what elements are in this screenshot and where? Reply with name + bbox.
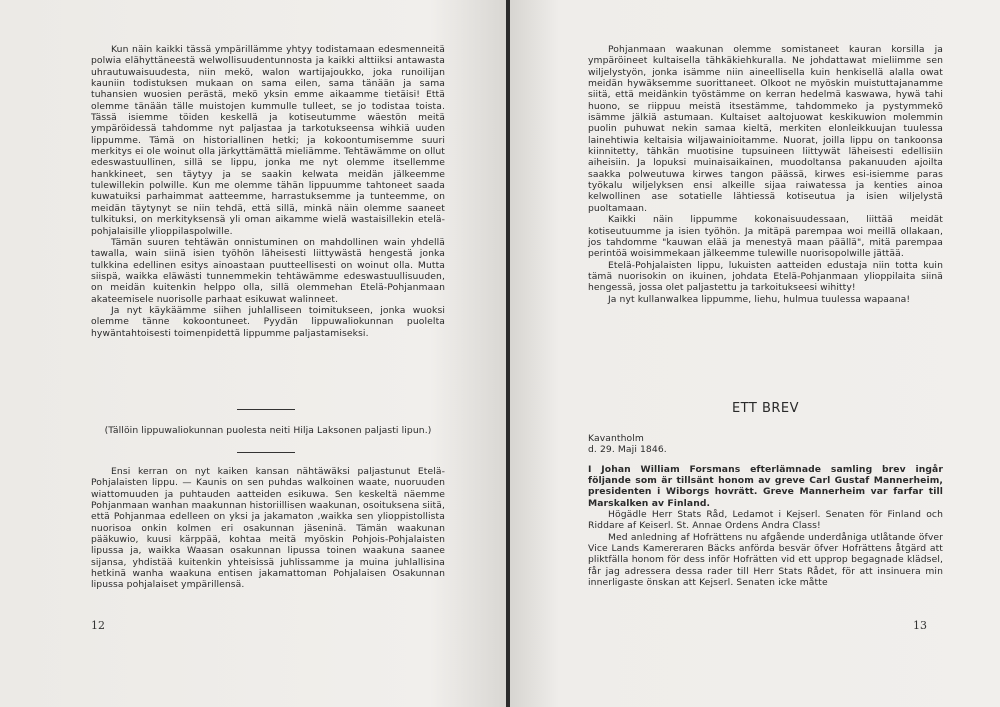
- left-page-body: [91, 44, 445, 339]
- page-number: 13: [913, 619, 927, 632]
- letter-place: Kavantholm: [588, 433, 644, 444]
- paragraph: Med anledning af Hofrättens nu afgående underdåniga utlåtande öfver Vice Lands Kamereraren Bäcks anförda besvär öfver Hofrättens åtgärd att pliktfälla honom för dess inför Hofrätten vid ett upprop begagnade klädsel, får jag adressera dessa rader till Herr Stats Rådet, för att insinuera min innerligaste önskan att Kejserl. Senaten icke måtte: [588, 531, 943, 589]
- separator-rule: [237, 452, 295, 453]
- paragraph: Ensi kerran on nyt kaiken kansan nähtäwäksi paljastunut Etelä-Pohjalaisten lippu. — Kaunis on sen puhdas walkoinen waate, nuoruuden wiattomuuden ja puhtauden aatteiden esikuwa. Sen keskeltä näemme Pohjanmaan wanhan maakunnan historiillisen waakunan, osoituksena siitä, että Pohjanmaa edelleen on yksi ja jakamaton ,waikka sen ylioppistollista nuorisoa onkin kolmen eri osakunnan jäseninä. Tämän waakunan pääkuwio, kuusi kärppää, kohtaa meitä myöskin Pohjois-Pohjalaisten lipussa ja, waikka Waasan osakunnan lipussa toinen waakuna saanee sijansa, yhdistää kuitenkin yhteisissä juhlissamme ja muina juhlallisina hetkinä wanha waakuna entisen jakamattoman Pohjalaisen Osakunnan lipussa pohjalaiset ympärillensä.: [91, 466, 446, 591]
- paragraph: Högädle Herr Stats Råd, Ledamot i Kejserl. Senaten för Finland och Riddare af Keiserl. St. Annae Ordens Andra Class!: [588, 509, 943, 532]
- paragraph: Ja nyt käykäämme siihen juhlalliseen toimitukseen, jonka wuoksi olemme tänne kokoontuneet. Pyydän lippuwaliokunnan puolelta hywäntahtoisesti toimenpidettä lippumme paljastamiseksi.: [91, 304, 445, 339]
- right-page: [510, 0, 1000, 707]
- separator-rule: [237, 409, 295, 410]
- stage-note: (Tällöin lippuwaliokunnan puolesta neiti Hilja Laksonen paljasti lipun.): [104, 425, 432, 436]
- stage-note-block: [91, 425, 445, 436]
- left-page-body-lower: [91, 466, 445, 591]
- paragraph: Pohjanmaan waakunan olemme somistaneet kauran korsilla ja ympäröineet kultaisella tähkäkiehkuralla. Ne johdattawat mieliimme sen wiljelystyön, jonka isämme niin aineellisella kuin henkisellä alalla owat meidän hywäksemme suorittaneet. Olkoot ne myöskin muistuttajanamme siitä, että meidänkin työstämme on kerran hedelmä kaswawa, hywä tahi huono, se riippuu meistä itsestämme, tahdommeko ja pystymmekö isämme jälkiä astumaan. Kultaiset aaltojuowat keskikuwion molemmin puolin puhuwat nekin samaa kieltä, merkiten elonleikkuujan tuulessa lainehtiwia keltaisia wiljawainioitamme. Nuorat, joilla lippu on tankoonsa kiinnitetty, tähkän muotisine tupsuineen liittywät läheisesti edellisiin aiheisiin. Ja lopuksi muinaisaikainen, muodoltansa pakanuuden ajoilta saakka polweutuwa kirwes tangon päässä, kirwes esi-isiemme paras työkalu wiljelyksen ensi alkeille sijaa raiwatessa ja kenties ainoa kelwollinen ase sotatielle lähtiessä kotiseutua ja isien wiljelystä puoltamaan.: [588, 44, 943, 214]
- right-page-body: [588, 44, 943, 305]
- editorial-intro: I Johan William Forsmans efterlämnade samling brev ingår följande som är tillsänt honom av greve Carl Gustaf Mannerheim, presidenten i Wiborgs hovrätt. Greve Mannerheim var farfar till Marskalken av Finland.: [588, 463, 943, 509]
- paragraph: Kun näin kaikki tässä ympärillämme yhtyy todistamaan edesmenneitä polwia elähyttäneestä welwollisuudentunnosta ja kaikki alttiiksi antawasta uhrautuwaisuudesta, niin mekö, walon wartijajoukko, joka runoilijan kauniin todistuksen mukaan on sama eilen, sama tänään ja sama tuhansien wuosien perästä, mekö yksin emme aikaamme tietäisi! Että olemme tänään tälle muistojen kummulle tulleet, se jo todistaa toista. Tässä isiemme töiden keskellä ja kotiseutumme wäestön meitä ympäröidessä tahdomme nyt paljastaa ja tarkotukseensa wihkiä uuden lippumme. Tämä on historiallinen hetki; ja kokoontumisemme suuri merkitys ei ole woinut olla järkyttämättä mieliämme. Tehtäwämme on ollut edeswastuullinen, sillä se lippu, jonka me nyt olemme itsellemme hankkineet, sen täytyy ja se saakin kelwata meidän jälkeemme tulewillekin polwille. Kun me olemme tähän lippuumme tahtoneet saada kuwatuiksi parhaimmat aatteemme, harrastuksemme ja tunteemme, on meidän täytynyt se niin tehdä, että sillä, minkä näin olemme saaneet tulkituksi, on merkityksensä yli oman aikamme wielä wastaisillekin etelä-pohjalaisille ylioppilaspolwille.: [91, 44, 445, 237]
- letter-block: [588, 433, 943, 588]
- section-title-block: [588, 403, 943, 414]
- paragraph: Etelä-Pohjalaisten lippu, lukuisten aatteiden edustaja niin totta kuin tämä nuorisokin on ikuinen, johdata Etelä-Pohjanmaan ylioppilaita siinä hengessä, jossa olet paljastettu ja tarkoitukseesi wihitty!: [588, 259, 943, 294]
- paragraph: Kaikki näin lippumme kokonaisuudessaan, liittää meidät kotiseutuumme ja isien työhön. Ja mitäpä parempaa woi meillä ollakaan, jos tahdomme "kauwan elää ja menestyä maan päällä", mitä parempaa perintöä woisimmekaan jälkeemme tulewille nuorisopolwille jättää.: [588, 214, 943, 260]
- paragraph: Ja nyt kullanwalkea lippumme, liehu, hulmua tuulessa wapaana!: [608, 293, 911, 305]
- letter-date: d. 29. Maji 1846.: [588, 444, 667, 456]
- page-number: 12: [91, 619, 105, 632]
- paragraph: Tämän suuren tehtäwän onnistuminen on mahdollinen wain yhdellä tawalla, wain siinä isien työhön läheisesti liittywästä hengestä jonka tulkkina edellinen esitys ainoastaan puutteellisesti on woinut olla. Mutta siispä, waikka eläwästi tunnemmekin tehtäwämme edeswastuullisuuden, on meidän kuitenkin helppo olla, sillä olemmehan Etelä-Pohjanmaan akateemisele nuorisolle parhaat esikuwat walinneet.: [91, 236, 445, 305]
- section-title: ETT BREV: [731, 401, 800, 416]
